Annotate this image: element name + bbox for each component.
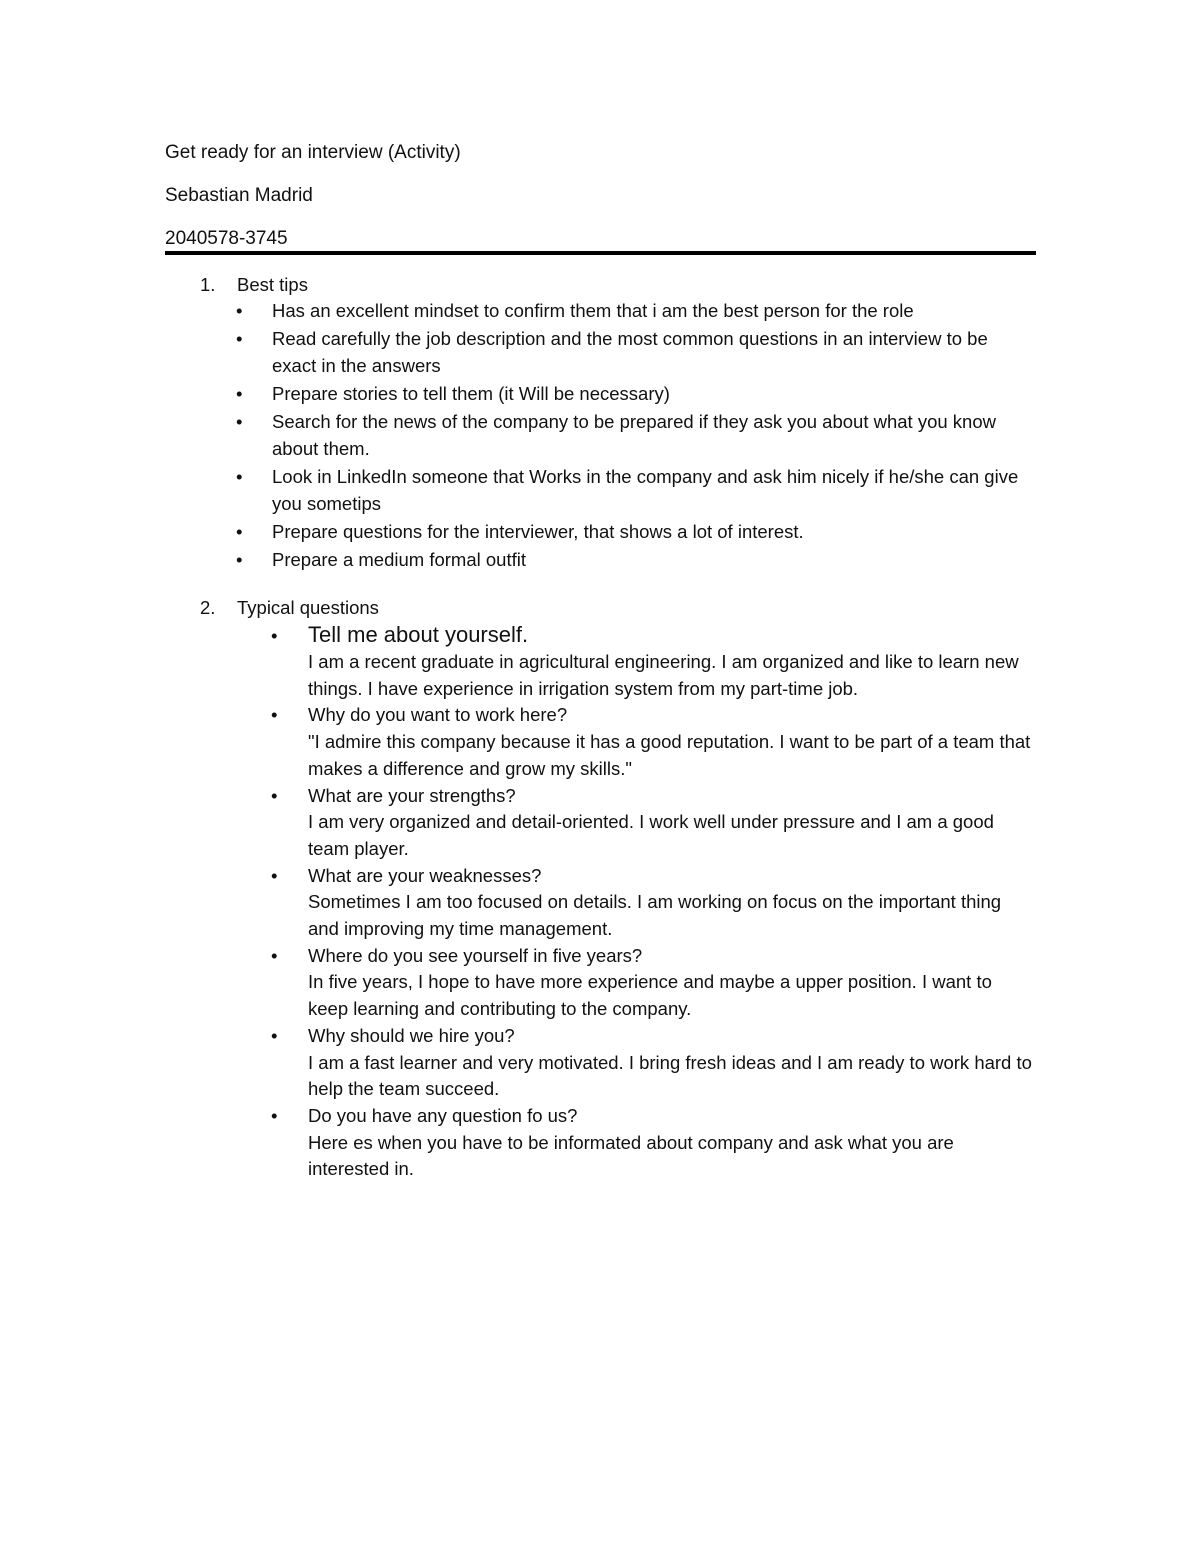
bullet-icon: • [236, 383, 243, 405]
bullet-icon: • [271, 864, 278, 886]
bullet-icon: • [236, 521, 243, 543]
question-text: Why should we hire you? [308, 1024, 515, 1046]
bullet-icon: • [271, 944, 278, 966]
answer-text: Sometimes I am too focused on details. I am working on focus on the important thing and improving my time management. [308, 891, 1002, 940]
bullet-icon: • [236, 466, 243, 488]
author-name: Sebastian Madrid [165, 185, 313, 206]
tip-text: Read carefully the job description and the most common questions in an interview to be exact in the answers [272, 328, 988, 376]
section-number: 1. [200, 274, 216, 295]
bullet-icon: • [271, 1104, 278, 1126]
list-item [165, 326, 1036, 379]
section-heading [165, 272, 1036, 298]
question-text: Where do you see yourself in five years? [308, 944, 643, 966]
section-typical-questions [165, 595, 1036, 1183]
bullet-icon: • [236, 411, 243, 433]
answer-text: Here es when you have to be informated about company and ask what you are interested in. [308, 1131, 954, 1180]
section-title: Typical questions [237, 597, 379, 618]
bullet-icon: • [271, 784, 278, 806]
list-item [165, 381, 1036, 408]
list-item [165, 863, 1036, 943]
header-divider [165, 251, 1036, 255]
tip-text: Prepare stories to tell them (it Will be necessary) [272, 383, 670, 405]
answer-text: In five years, I hope to have more experience and maybe a upper position. I want to keep learning and contributing to the company. [308, 971, 992, 1020]
student-id: 2040578-3745 [165, 228, 288, 249]
list-item [165, 1023, 1036, 1103]
section-title: Best tips [237, 274, 308, 295]
question-text: What are your strengths? [308, 784, 516, 806]
list-item [165, 464, 1036, 517]
bullet-icon: • [236, 300, 243, 321]
answer-text: I am a recent graduate in agricultural engineering. I am organized and like to learn new things. I have experience in irrigation system from my part-time job. [308, 651, 1019, 699]
bullet-icon: • [271, 704, 278, 726]
section-number: 2. [200, 597, 216, 618]
list-item [165, 783, 1036, 863]
list-item [165, 702, 1036, 782]
tips-list [165, 298, 1036, 574]
question-text: What are your weaknesses? [308, 864, 542, 886]
list-item [165, 943, 1036, 1023]
answer-text: I am very organized and detail-oriented. I work well under pressure and I am a good team player. [308, 811, 994, 859]
bullet-icon: • [236, 328, 243, 350]
tip-text: Search for the news of the company to be prepared if they ask you about what you know about them. [272, 411, 996, 460]
list-item [165, 547, 1036, 574]
bullet-icon: • [271, 625, 278, 646]
document-title: Get ready for an interview (Activity) [165, 142, 461, 163]
list-item [165, 409, 1036, 462]
question-text: Why do you want to work here? [308, 704, 568, 726]
tip-text: Prepare a medium formal outfit [272, 549, 526, 571]
list-item [165, 1103, 1036, 1183]
section-heading [165, 595, 1036, 621]
list-item [165, 621, 1036, 702]
question-text: Do you have any question fo us? [308, 1104, 578, 1126]
answer-text: I am a fast learner and very motivated. I bring fresh ideas and I am ready to work hard to help the team succeed. [308, 1051, 1032, 1100]
tip-text: Has an excellent mindset to confirm them that i am the best person for the role [272, 300, 914, 321]
tip-text: Prepare questions for the interviewer, that shows a lot of interest. [272, 521, 804, 543]
tip-text: Look in LinkedIn someone that Works in the company and ask him nicely if he/she can give you sometips [272, 466, 1019, 514]
bullet-icon: • [236, 549, 243, 571]
questions-list [165, 621, 1036, 1183]
bullet-icon: • [271, 1024, 278, 1046]
section-best-tips [165, 272, 1036, 574]
list-item [165, 298, 1036, 325]
answer-text: "I admire this company because it has a good reputation. I want to be part of a team that makes a difference and grow my skills." [308, 731, 1031, 779]
question-text: Tell me about yourself. [308, 622, 529, 647]
list-item [165, 519, 1036, 546]
